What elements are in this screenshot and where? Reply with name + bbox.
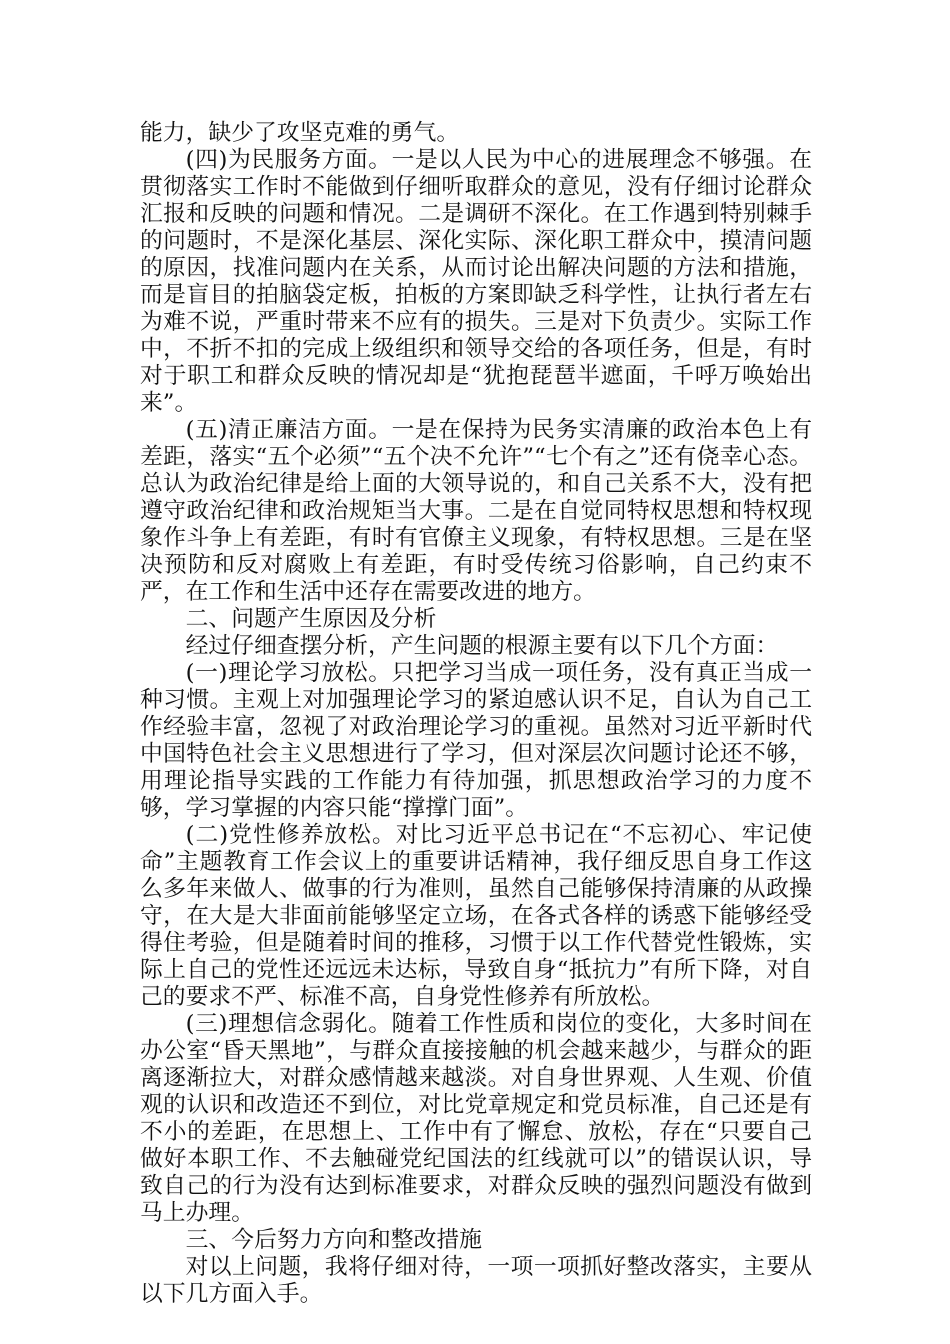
paragraph-rectification-intro: 对以上问题，我将仔细对待，一项一项抓好整改落实，主要从以下几方面入手。 (140, 1254, 812, 1307)
paragraph-section-4-service: (四)为民服务方面。一是以人民为中心的进展理念不够强。在贯彻落实工作时不能做到仔细听取群众的意见，没有仔细讨论群众汇报和反映的问题和情况。二是调研不深化。在工作遇到特别棘手的问题时，不是深化基层、深化实际、深化职工群众中，摸清问题的原因，找准问题内在关系，从而讨论出解决问题的方法和措施，而是盲目的拍脑袋定板，拍板的方案即缺乏科学性，让执行者左右为难不说，严重时带来不应有的损失。三是对下负责少。实际工作中，不折不扣的完成上级组织和领导交给的各项任务，但是，有时对于职工和群众反映的情况却是“犹抱琵琶半遮面，千呼万唤始出来”。 (140, 147, 812, 416)
paragraph-cause-1-theory: (一)理论学习放松。只把学习当成一项任务，没有真正当成一种习惯。主观上对加强理论学习的紧迫感认识不足，自认为自己工作经验丰富，忽视了对政治理论学习的重视。虽然对习近平新时代中国特色社会主义思想进行了学习，但对深层次问题讨论还不够，用理论指导实践的工作能力有待加强，抓思想政治学习的力度不够，学习掌握的内容只能“撑撑门面”。 (140, 660, 812, 821)
paragraph-section-5-integrity: (五)清正廉洁方面。一是在保持为民务实清廉的政治本色上有差距，落实“五个必须”“五个决不允许”“七个有之”还有侥幸心态。总认为政治纪律是给上面的大领导说的，和自己关系不大，没有把遵守政治纪律和政治规矩当大事。二是在自觉同特权思想和特权现象作斗争上有差距，有时有官僚主义现象，有特权思想。三是在坚决预防和反对腐败上有差距，有时受传统习俗影响，自己约束不严，在工作和生活中还存在需要改进的地方。 (140, 417, 812, 605)
document-page (140, 120, 812, 1308)
paragraph-cause-2-party-spirit: (二)党性修养放松。对比习近平总书记在“不忘初心、牢记使命”主题教育工作会议上的重要讲话精神，我仔细反思自身工作这么多年来做人、做事的行为准则，虽然自己能够保持清廉的从政操守，在大是大非面前能够坚定立场，在各式各样的诱惑下能够经受得住考验，但是随着时间的推移，习惯于以工作代替党性锻炼，实际上自己的党性还远远未达标，导致自身“抵抗力”有所下降，对自己的要求不严、标准不高，自身党性修养有所放松。 (140, 822, 812, 1010)
heading-rectification-measures: 三、今后努力方向和整改措施 (185, 1227, 482, 1253)
paragraph-cause-3-ideals: (三)理想信念弱化。随着工作性质和岗位的变化，大多时间在办公室“昏天黑地”，与群众直接接触的机会越来越少，与群众的距离逐渐拉大，对群众感情越来越淡。对自身世界观、人生观、价值观的认识和改造还不到位，对比党章规定和党员标准，自己还是有不小的差距，在思想上、工作中有了懈怠、放松，存在“只要自己做好本职工作、不去触碰党纪国法的红线就可以”的错误认识，导致自己的行为没有达到标准要求，对群众反映的强烈问题没有做到马上办理。 (140, 1011, 812, 1226)
paragraph-continuation: 能力，缺少了攻坚克难的勇气。 (140, 120, 460, 146)
heading-causes-analysis: 二、问题产生原因及分析 (185, 606, 437, 632)
paragraph-causes-intro: 经过仔细查摆分析，产生问题的根源主要有以下几个方面： (185, 633, 779, 659)
